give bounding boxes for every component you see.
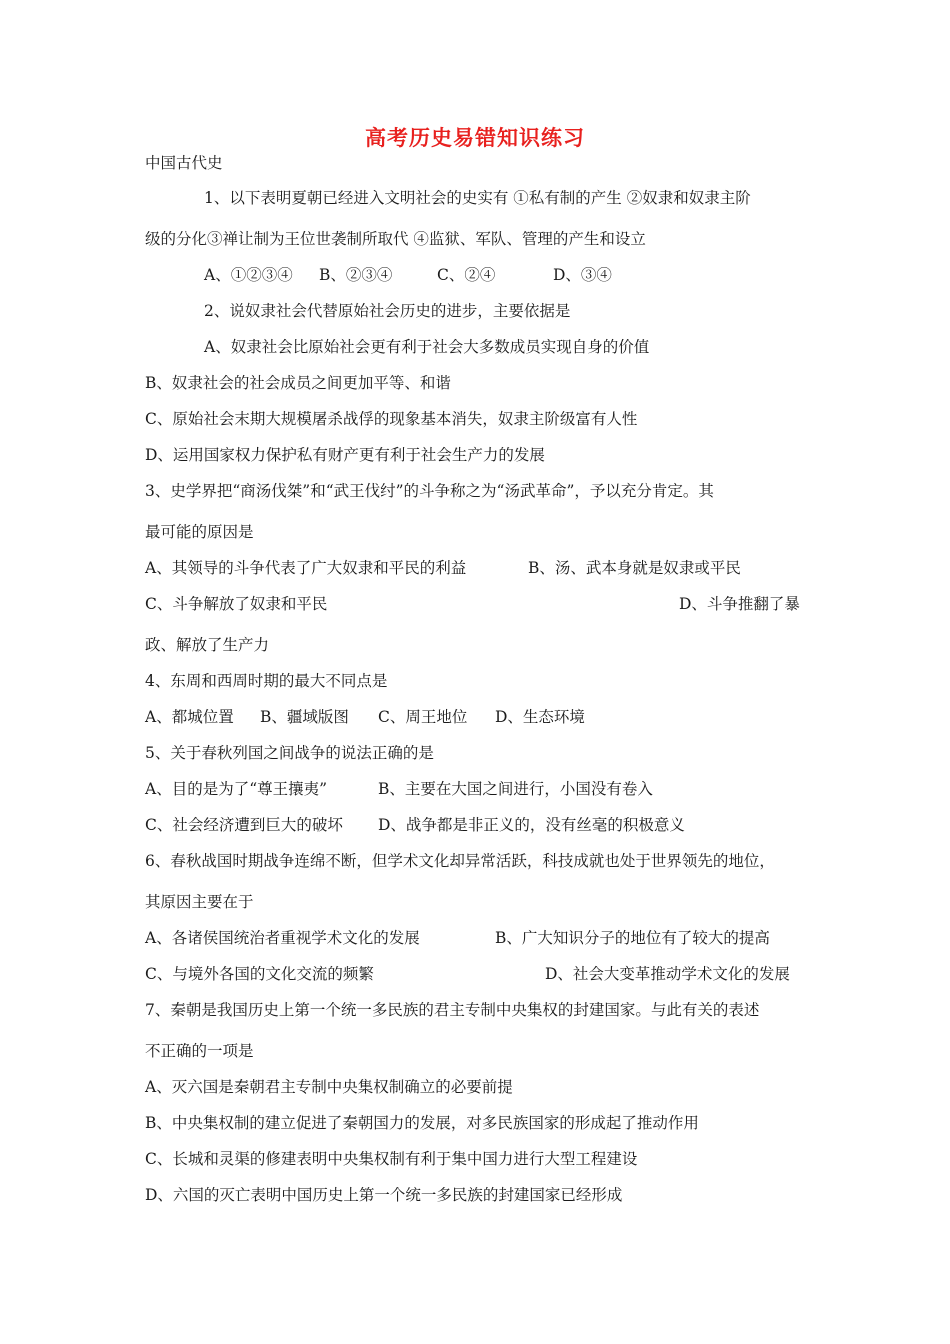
q5-option-c: C、社会经济遭到巨大的破坏 (145, 816, 343, 834)
q3-option-b: B、汤、武本身就是奴隶或平民 (528, 559, 741, 577)
q2-stem: 2、说奴隶社会代替原始社会历史的进步，主要依据是 (204, 302, 571, 320)
q2-option-a: A、奴隶社会比原始社会更有利于社会大多数成员实现自身的价值 (204, 338, 650, 356)
q7-option-b: B、中央集权制的建立促进了秦朝国力的发展，对多民族国家的形成起了推动作用 (145, 1114, 699, 1132)
q7-option-c: C、长城和灵渠的修建表明中央集权制有利于集中国力进行大型工程建设 (145, 1150, 638, 1168)
q5-option-a: A、目的是为了“尊王攘夷” (145, 780, 328, 798)
q7-option-d: D、六国的灭亡表明中国历史上第一个统一多民族的封建国家已经形成 (145, 1186, 623, 1204)
q1-option-a: A、①②③④ (204, 266, 293, 284)
q6-option-c: C、与境外各国的文化交流的频繁 (145, 965, 374, 983)
q4-stem: 4、东周和西周时期的最大不同点是 (145, 672, 388, 690)
q3-option-a: A、其领导的斗争代表了广大奴隶和平民的利益 (145, 559, 467, 577)
q3-option-d: D、斗争推翻了暴 (679, 595, 800, 613)
q1-option-d: D、③④ (553, 266, 612, 284)
q5-option-d: D、战争都是非正义的，没有丝毫的积极意义 (378, 816, 685, 834)
q7-option-a: A、灭六国是秦朝君主专制中央集权制确立的必要前提 (145, 1078, 513, 1096)
q6-option-a: A、各诸侯国统治者重视学术文化的发展 (145, 929, 420, 947)
q7-stem-line-1: 7、秦朝是我国历史上第一个统一多民族的君主专制中央集权的封建国家。与此有关的表述 (145, 1001, 760, 1019)
q6-option-b: B、广大知识分子的地位有了较大的提高 (495, 929, 770, 947)
q6-option-d: D、社会大变革推动学术文化的发展 (545, 965, 790, 983)
q3-stem-line-2: 最可能的原因是 (145, 523, 254, 541)
q1-stem-line-2: 级的分化③禅让制为王位世袭制所取代 ④监狱、军队、管理的产生和设立 (145, 230, 646, 248)
q6-stem-line-1: 6、春秋战国时期战争连绵不断，但学术文化却异常活跃，科技成就也处于世界领先的地位， (145, 852, 775, 870)
q2-option-b: B、奴隶社会的社会成员之间更加平等、和谐 (145, 374, 451, 392)
q6-stem-line-2: 其原因主要在于 (145, 893, 254, 911)
q4-option-a: A、都城位置 (145, 708, 234, 726)
q2-option-c: C、原始社会末期大规模屠杀战俘的现象基本消失，奴隶主阶级富有人性 (145, 410, 638, 428)
q5-option-b: B、主要在大国之间进行，小国没有卷入 (378, 780, 653, 798)
q1-stem-line-1: 1、以下表明夏朝已经进入文明社会的史实有 ①私有制的产生 ②奴隶和奴隶主阶 (204, 189, 751, 207)
q3-option-c: C、斗争解放了奴隶和平民 (145, 595, 328, 613)
q4-option-b: B、疆域版图 (260, 708, 349, 726)
q1-option-c: C、②④ (437, 266, 496, 284)
q4-option-d: D、生态环境 (495, 708, 585, 726)
q3-option-d-continuation: 政、解放了生产力 (145, 636, 270, 654)
q5-stem: 5、关于春秋列国之间战争的说法正确的是 (145, 744, 434, 762)
section-heading: 中国古代史 (145, 154, 223, 172)
q3-stem-line-1: 3、史学界把“商汤伐桀”和“武王伐纣”的斗争称之为“汤武革命”，予以充分肯定。其 (145, 482, 714, 500)
q1-option-b: B、②③④ (319, 266, 393, 284)
q2-option-d: D、运用国家权力保护私有财产更有利于社会生产力的发展 (145, 446, 545, 464)
document-title: 高考历史易错知识练习 (365, 126, 585, 150)
q7-stem-line-2: 不正确的一项是 (145, 1042, 254, 1060)
q4-option-c: C、周王地位 (378, 708, 468, 726)
